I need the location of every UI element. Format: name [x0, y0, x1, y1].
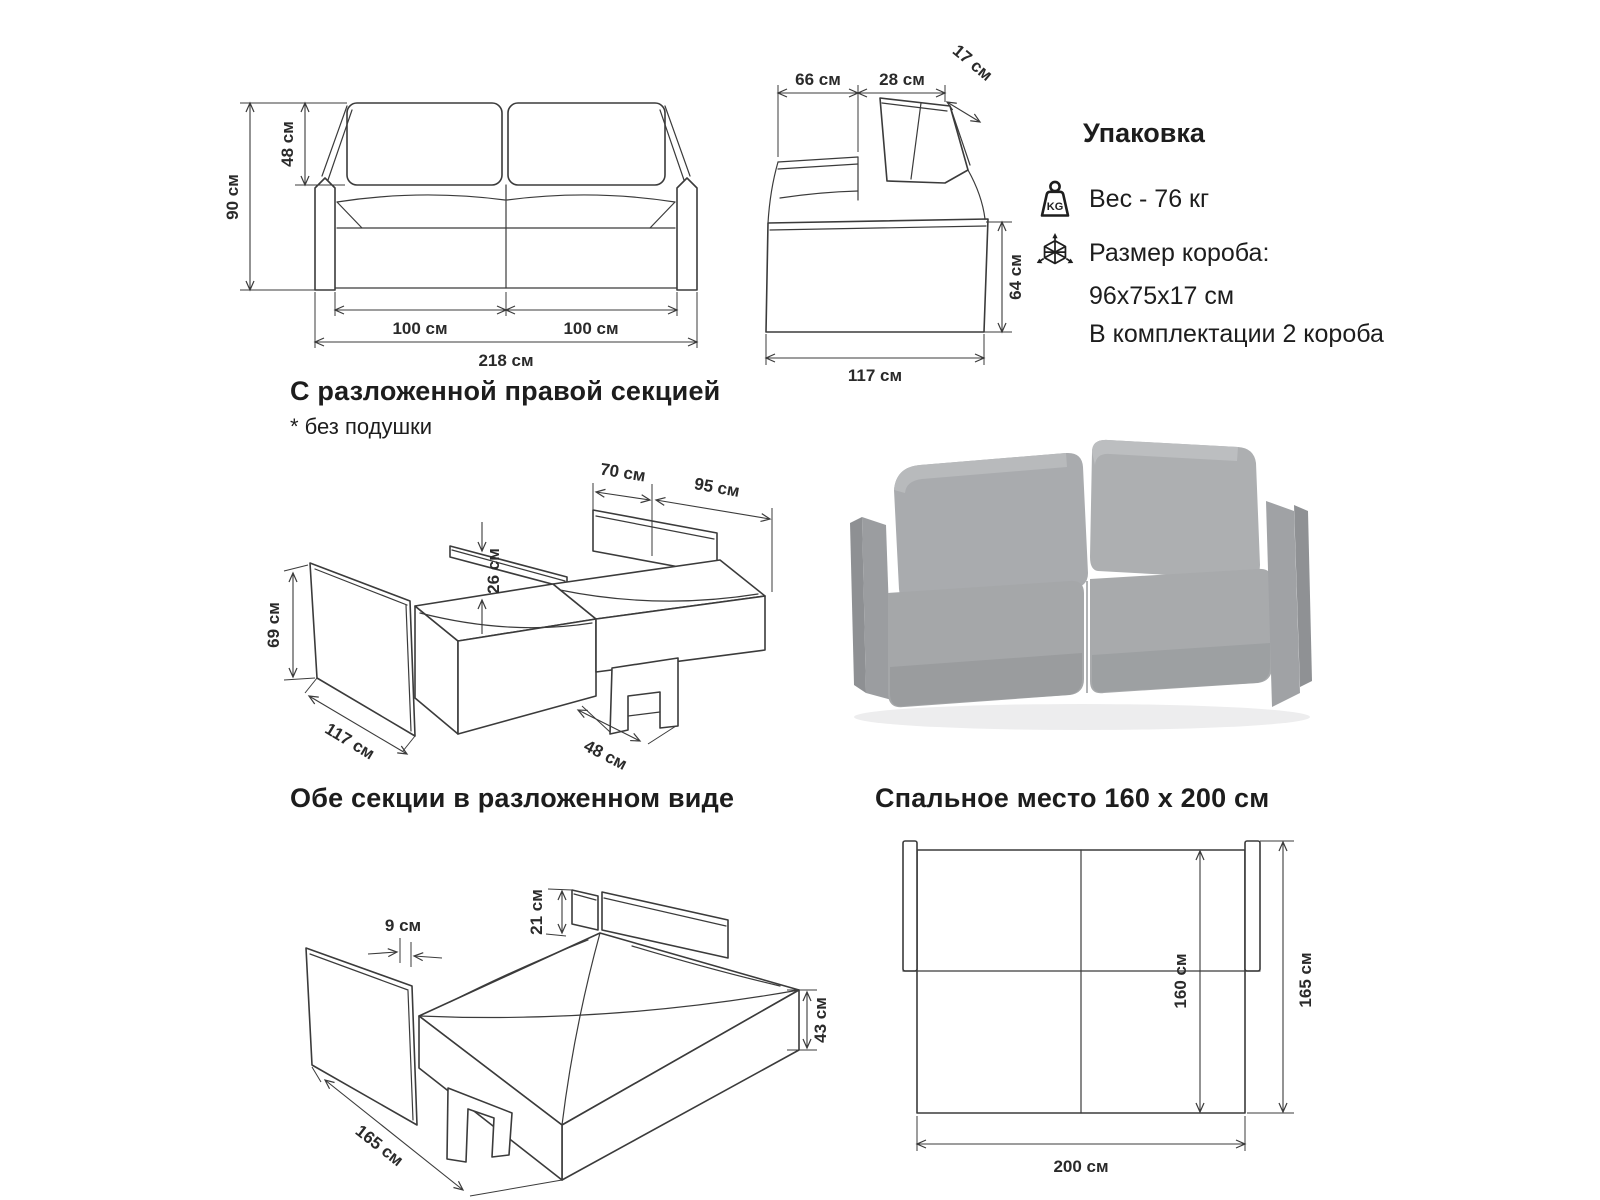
- packaging-box-size-value: 96x75x17 см: [1089, 282, 1235, 310]
- packaging-weight-row: [1035, 179, 1475, 219]
- front-total-width-label: 218 см: [478, 351, 534, 370]
- front-view-diagram: [225, 70, 765, 380]
- side-backrest-top-label: 28 см: [879, 70, 925, 89]
- front-arm-left: [315, 178, 335, 290]
- sofa-arm-right: [1266, 501, 1312, 707]
- bs-left-back-panel: [572, 890, 598, 930]
- sp-plan-outline: [903, 841, 1260, 1113]
- kg-weight-icon: [1035, 179, 1075, 219]
- rs-backrest-drop-label: 26 см: [484, 548, 503, 594]
- side-sofa-outline: [766, 98, 988, 332]
- rs-support-width-label: 48 см: [580, 736, 631, 774]
- front-seat-width-dimensions: [335, 292, 677, 338]
- packaging-info: [1035, 118, 1475, 349]
- rs-side-depth-label: 117 см: [321, 719, 378, 764]
- front-sofa-outline: [315, 103, 697, 290]
- right-section-title: С разложенной правой секцией: [290, 376, 721, 406]
- bs-backrest-above-label: 21 см: [527, 889, 546, 935]
- sofa-back-cushion-right: [1090, 440, 1260, 579]
- packaging-box-row: [1035, 233, 1475, 273]
- side-back-cushion: [880, 98, 968, 183]
- sp-bed-width-dimension: [917, 1116, 1245, 1176]
- bs-side-length-label: 165 см: [351, 1121, 407, 1171]
- sp-outer-length-label: 165 см: [1296, 952, 1315, 1008]
- kg-icon-label: KG: [1046, 201, 1064, 213]
- bs-backrest-above-dimension: [527, 889, 572, 936]
- packaging-box-size-title: Размер короба:: [1089, 238, 1270, 267]
- front-height-label: 90 см: [223, 174, 242, 220]
- side-seat-depth-label: 66 см: [795, 70, 841, 89]
- side-backrest-thickness-dimension: [947, 41, 996, 122]
- rs-backrest-width-label: 70 см: [598, 459, 647, 486]
- bs-arm-thickness-dimension: [368, 916, 442, 967]
- side-seat-depth-dimension: [778, 70, 858, 157]
- product-photo: [830, 395, 1330, 740]
- bs-arm-thickness-label: 9 см: [384, 916, 422, 935]
- side-view-diagram: [740, 40, 1070, 385]
- rs-left-arm: [310, 563, 415, 736]
- sp-bed-width-label: 200 см: [1053, 1157, 1109, 1176]
- sp-armrest-left: [903, 841, 917, 971]
- front-back-cushion-left: [347, 103, 502, 185]
- front-back-height-label: 48 см: [278, 121, 297, 167]
- bs-left-arm: [306, 948, 417, 1125]
- rs-left-back-panel: [450, 546, 567, 588]
- packaging-weight-text: Вес - 76 кг: [1089, 184, 1210, 213]
- box-dimensions-icon: [1035, 233, 1075, 273]
- sleeping-place-diagram: [870, 828, 1330, 1193]
- rs-left-seat-box: [415, 584, 596, 734]
- side-base-height-dimension: [984, 222, 1025, 332]
- rs-arm-height-label: 69 см: [264, 602, 283, 648]
- front-back-height-dimension: [278, 103, 345, 185]
- both-sections-title: Обе секции в разложенном виде: [290, 783, 735, 813]
- front-seat-left-label: 100 см: [392, 319, 448, 338]
- front-seat-right-label: 100 см: [563, 319, 619, 338]
- bs-bed-surface: [419, 933, 799, 1180]
- rs-unfolded-length-label: 95 см: [692, 474, 742, 501]
- right-section-note: * без подушки: [290, 414, 433, 439]
- right-section-diagram: [260, 438, 820, 773]
- side-base-height-label: 64 см: [1006, 254, 1025, 300]
- sp-bed-length-label: 160 см: [1171, 953, 1190, 1009]
- front-back-cushion-right: [508, 103, 665, 185]
- sofa-shadow: [854, 704, 1310, 730]
- rs-support-leg: [610, 658, 678, 734]
- bs-bed-height-label: 43 см: [811, 997, 830, 1043]
- front-arm-right: [677, 178, 697, 290]
- side-total-depth-label: 117 см: [847, 366, 903, 385]
- sofa-seat-cushion-left: [888, 581, 1084, 707]
- sofa-seat-cushion-right: [1090, 569, 1272, 693]
- side-base: [766, 219, 988, 332]
- side-backrest-top-dimension: [858, 70, 945, 102]
- side-backrest-thickness-label: 17 см: [948, 40, 997, 85]
- packaging-box-note: В комплектации 2 короба: [1089, 320, 1384, 348]
- sleeping-place-title: Спальное место 160 x 200 см: [875, 783, 1270, 813]
- packaging-title: Упаковка: [1083, 118, 1205, 148]
- sofa-arm-left: [850, 517, 892, 700]
- sofa-back-cushion-left: [894, 453, 1088, 601]
- sp-armrest-right: [1245, 841, 1260, 971]
- rs-arm-height-dimension: [264, 565, 315, 680]
- both-sections-diagram: [250, 828, 830, 1198]
- side-total-depth-dimension: [766, 334, 984, 385]
